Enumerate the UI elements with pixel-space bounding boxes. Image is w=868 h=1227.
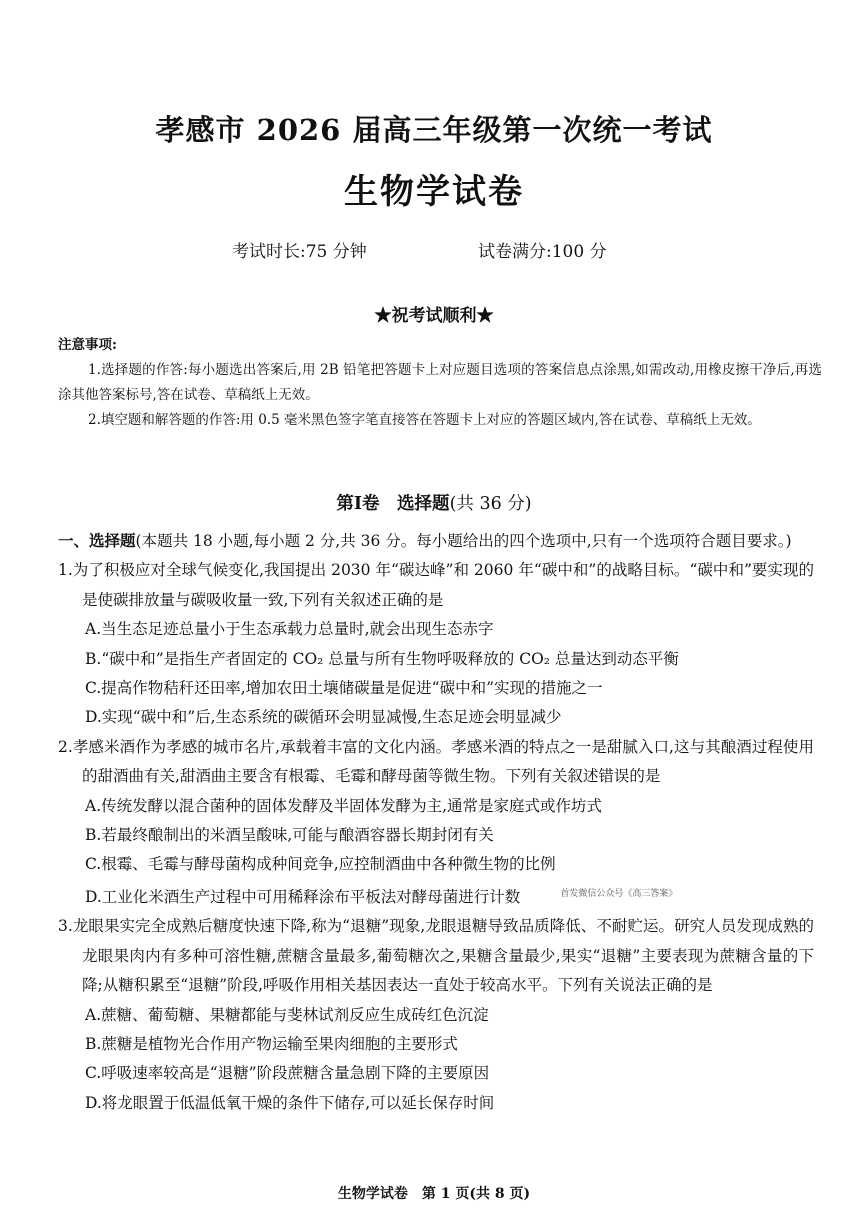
exam-full-score: 试卷满分:100 分 <box>478 242 607 262</box>
part-title: 第Ⅰ卷 选择题 <box>336 494 450 514</box>
good-luck-banner: ★祝考试顺利★ <box>374 306 494 326</box>
option: D.将龙眼置于低温低氧干燥的条件下储存,可以延长保存时间 <box>85 1093 495 1112</box>
option: C.提高作物秸秆还田率,增加农田土壤储碳量是促进“碳中和”实现的措施之一 <box>85 679 603 698</box>
option-text: D.工业化米酒生产过程中可用稀释涂布平板法对酵母菌进行计数 <box>85 888 521 907</box>
watermark: 首发微信公众号《高三答案》 <box>560 888 678 899</box>
section-label: 一、选择题 <box>58 531 136 550</box>
question-stem: 1.为了积极应对全球气候变化,我国提出 2030 年“碳达峰”和 2060 年“碳中和”的战略目标。“碳中和”要实现的是使碳排放量与碳吸收量一致,下列有关叙述正确的是 <box>58 561 814 609</box>
option: C.呼吸速率较高是“退糖”阶段蔗糖含量急剧下降的主要原因 <box>85 1064 490 1083</box>
question-3 <box>58 912 814 1118</box>
notes-item: 1.选择题的作答:每小题选出答案后,用 2B 铅笔把答题卡上对应题目选项的答案信息点涂黑,如需改动,用橡皮擦干净后,再选涂其他答案标号,答在试卷、草稿纸上无效。 <box>58 362 822 403</box>
option: D.实现“碳中和”后,生态系统的碳循环会明显减慢,生态足迹会明显减少 <box>85 708 562 727</box>
notes-block <box>58 333 822 433</box>
option: B.若最终酿制出的米酒呈酸味,可能与酿酒容器长期封闭有关 <box>85 826 494 845</box>
question-stem: 3.龙眼果实完全成熟后糖度快速下降,称为“退糖”现象,龙眼退糖导致品质降低、不耐贮运。研究人员发现成熟的龙眼果肉内有多种可溶性糖,蔗糖含量最多,葡萄糖次之,果糖含量最少,果实“退糖”主要表现为蔗糖含量的下降;从糖积累至“退糖”阶段,呼吸作用相关基因表达一直处于较高水平。下列有关说法正确的是 <box>58 917 814 995</box>
option: C.根霉、毛霉与酵母菌构成种间竞争,应控制酒曲中各种微生物的比例 <box>85 855 556 874</box>
subject-title: 生物学试卷 <box>344 172 524 212</box>
option: B.蔗糖是植物光合作用产物运输至果肉细胞的主要形式 <box>85 1035 458 1054</box>
notes-item: 2.填空题和解答题的作答:用 0.5 毫米黑色签字笔直接答在答题卡上对应的答题区域内,答在试卷、草稿纸上无效。 <box>88 412 761 428</box>
part-heading <box>0 490 868 515</box>
exam-title: 孝感市 2026 届高三年级第一次统一考试 <box>155 113 713 147</box>
question-stem: 2.孝感米酒作为孝感的城市名片,承载着丰富的文化内涵。孝感米酒的特点之一是甜腻入口,这与其酿酒过程使用的甜酒曲有关,甜酒曲主要含有根霉、毛霉和酵母菌等微生物。下列有关叙述错误的是 <box>58 737 814 786</box>
option: A.传统发酵以混合菌种的固体发酵及半固体发酵为主,通常是家庭式或作坊式 <box>85 796 603 815</box>
part-score: (共 36 分) <box>449 494 532 514</box>
exam-duration: 考试时长:75 分钟 <box>232 242 367 262</box>
page-footer: 生物学试卷 第 1 页(共 8 页) <box>337 1186 531 1202</box>
option: A.当生态足迹总量小于生态承载力总量时,就会出现生态赤字 <box>85 620 494 639</box>
section-heading <box>58 526 814 556</box>
section-instructions: (本题共 18 小题,每小题 2 分,共 36 分。每小题给出的四个选项中,只有一个选项符合题目要求。) <box>135 532 792 550</box>
notes-heading: 注意事项: <box>58 337 117 353</box>
option: A.蔗糖、葡萄糖、果糖都能与斐林试剂反应生成砖红色沉淀 <box>85 1005 489 1024</box>
option <box>58 880 814 913</box>
option: B.“碳中和”是指生产者固定的 CO₂ 总量与所有生物呼吸释放的 CO₂ 总量达到动态平衡 <box>85 649 679 668</box>
question-2 <box>58 733 814 913</box>
questions-area <box>58 526 814 1118</box>
exam-meta <box>0 237 868 263</box>
question-1 <box>58 556 814 732</box>
